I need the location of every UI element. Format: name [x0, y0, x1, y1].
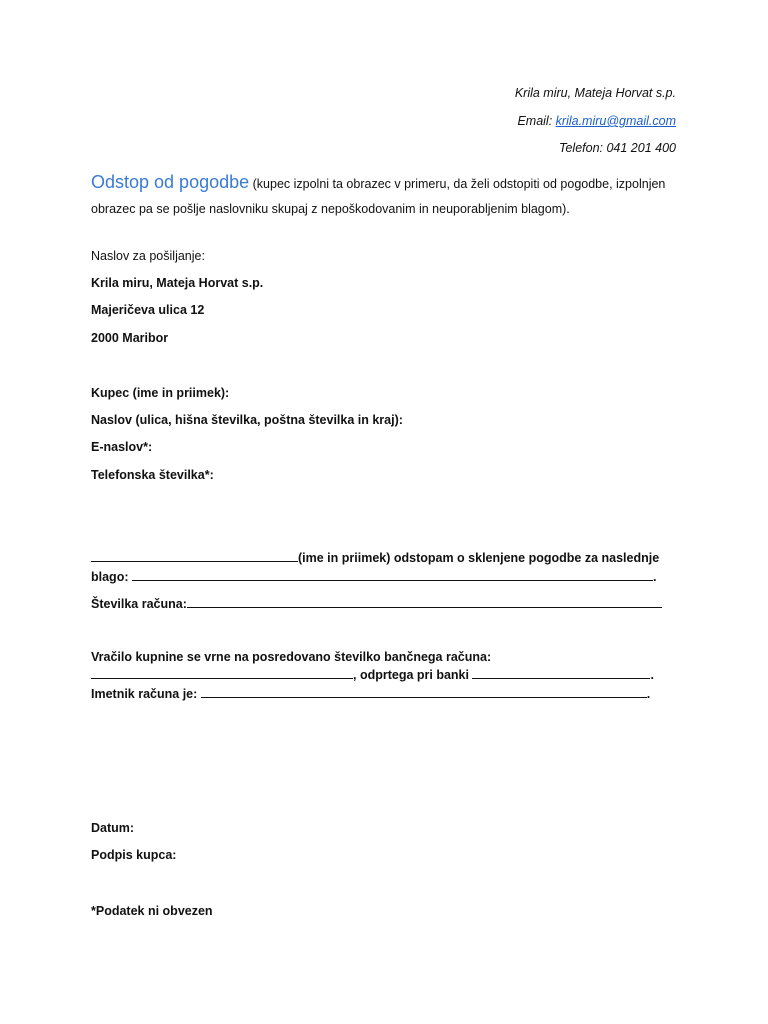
refund-intro: Vračilo kupnine se vrne na posredovano številko bančnega računa: — [91, 650, 492, 664]
declaration-line-2 — [91, 569, 656, 584]
optional-note: *Podatek ni obvezen — [91, 904, 213, 918]
buyer-email-label: E-naslov*: — [91, 440, 153, 454]
goods-blank[interactable] — [132, 569, 653, 581]
company-name-header: Krila miru, Mateja Horvat s.p. — [514, 86, 676, 100]
goods-end: . — [652, 570, 657, 584]
buyer-name-label: Kupec (ime in priimek): — [91, 386, 230, 400]
email-label: Email: — [517, 114, 553, 128]
name-blank[interactable] — [91, 550, 298, 562]
holder-line — [91, 686, 650, 701]
declaration-text: (ime in priimek) odstopam o sklenjene pogodbe za naslednje — [298, 551, 660, 565]
date-label: Datum: — [91, 821, 135, 835]
holder-end: . — [646, 687, 651, 701]
holder-blank[interactable] — [201, 686, 647, 698]
bank-text: , odprtega pri banki — [353, 668, 473, 682]
invoice-blank[interactable] — [187, 596, 662, 608]
goods-label: blago: — [91, 570, 132, 584]
email-line — [517, 114, 676, 128]
signature-label: Podpis kupca: — [91, 848, 177, 862]
declaration-line-1 — [91, 550, 659, 565]
shipping-address-label: Naslov za pošiljanje: — [91, 249, 205, 263]
bank-end: . — [650, 668, 654, 682]
shipping-company: Krila miru, Mateja Horvat s.p. — [91, 276, 264, 290]
title-paragraph — [91, 170, 681, 222]
account-blank[interactable] — [91, 667, 353, 679]
page-title: Odstop od pogodbe — [91, 172, 250, 192]
invoice-line — [91, 596, 662, 611]
buyer-address-label: Naslov (ulica, hišna številka, poštna številka in kraj): — [91, 413, 403, 427]
bank-blank[interactable] — [472, 667, 650, 679]
shipping-street: Majeričeva ulica 12 — [91, 303, 205, 317]
buyer-phone-label: Telefonska številka*: — [91, 468, 214, 482]
phone-line: Telefon: 041 201 400 — [558, 141, 676, 155]
title-instructions: (kupec izpolni ta obrazec v primeru, da želi odstopiti od pogodbe, izpolnjen obrazec pa se pošlje naslovniku skupaj z nepoškodovanim in neuporabljenim blagom). — [91, 177, 666, 216]
bank-line — [91, 667, 654, 682]
invoice-label: Številka računa: — [91, 597, 187, 611]
shipping-city: 2000 Maribor — [91, 331, 169, 345]
email-link[interactable]: krila.miru@gmail.com — [555, 114, 676, 128]
holder-label: Imetnik računa je: — [91, 687, 201, 701]
